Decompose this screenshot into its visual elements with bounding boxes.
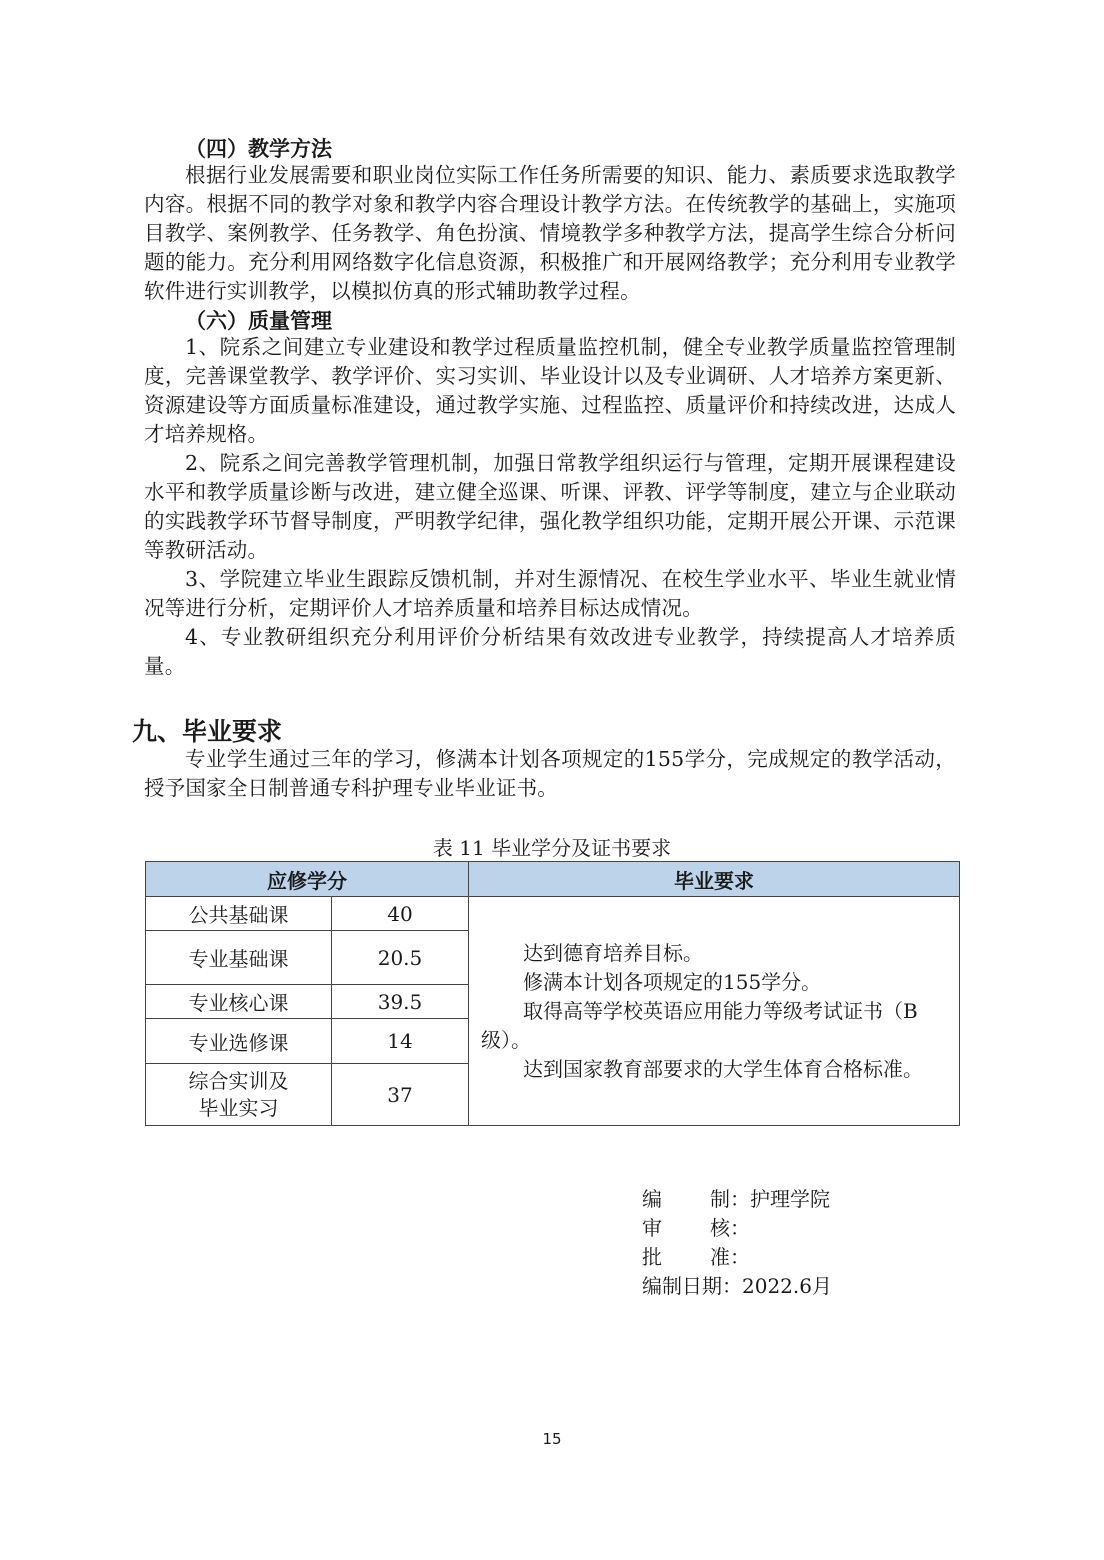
heading-graduation: 九、毕业要求 bbox=[132, 717, 283, 746]
requirement-item: 修满本计划各项规定的155学分。 bbox=[523, 969, 822, 994]
header-credits: 应修学分 bbox=[146, 862, 469, 897]
signoff-label bbox=[642, 1214, 750, 1243]
label-part: 核： bbox=[710, 1216, 750, 1240]
table-row bbox=[146, 897, 960, 931]
signoff-compiled bbox=[642, 1185, 832, 1214]
course-credits: 39.5 bbox=[332, 985, 469, 1019]
quality-item-2: 2、院系之间完善教学管理机制，加强日常教学组织运行与管理，定期开展课程建设水平和教学质量诊断与改进，建立健全巡课、听课、评教、评学等制度，建立与企业联动的实践教学环节督导制度，严明教学纪律，强化教学组织功能，定期开展公开课、示范课等教研活动。 bbox=[144, 451, 956, 562]
signoff-approved bbox=[642, 1243, 832, 1272]
paragraph-teaching-methods: 根据行业发展需要和职业岗位实际工作任务所需要的知识、能力、素质要求选取教学内容。根据不同的教学对象和教学内容合理设计教学方法。在传统教学的基础上，实施项目教学、案例教学、任务教学、角色扮演、情境教学多种教学方法，提高学生综合分析问题的能力。充分利用网络数字化信息资源，积极推广和开展网络教学；充分利用专业教学软件进行实训教学，以模拟仿真的形式辅助教学过程。 bbox=[144, 163, 956, 303]
page-number: 15 bbox=[542, 1430, 562, 1448]
label-part: 制： bbox=[710, 1187, 750, 1211]
signoff-label bbox=[642, 1243, 750, 1272]
course-credits: 14 bbox=[332, 1019, 469, 1064]
credits-table bbox=[145, 861, 960, 1126]
course-credits: 20.5 bbox=[332, 931, 469, 985]
requirement-item: 取得高等学校英语应用能力等级考试证书（B级）。 bbox=[481, 998, 918, 1052]
header-requirements: 毕业要求 bbox=[469, 862, 960, 897]
course-credits: 40 bbox=[332, 897, 469, 931]
course-name: 专业基础课 bbox=[146, 931, 332, 985]
requirement-item: 达到德育培养目标。 bbox=[523, 940, 703, 965]
course-name-line: 毕业实习 bbox=[198, 1095, 279, 1120]
requirements-cell bbox=[469, 897, 960, 1126]
course-name: 专业核心课 bbox=[146, 985, 332, 1019]
signoff-value: 护理学院 bbox=[750, 1187, 830, 1211]
heading-teaching-methods: （四）教学方法 bbox=[185, 137, 332, 161]
signoff-block bbox=[642, 1185, 832, 1301]
course-name-line: 综合实训及 bbox=[188, 1068, 289, 1093]
quality-item-4: 4、专业教研组织充分利用评价分析结果有效改进专业教学，持续提高人才培养质量。 bbox=[144, 625, 956, 678]
label-part: 批 bbox=[642, 1245, 662, 1269]
heading-quality-management: （六）质量管理 bbox=[185, 309, 332, 333]
table-header-row bbox=[146, 862, 960, 897]
signoff-reviewed bbox=[642, 1214, 832, 1243]
requirement-item: 达到国家教育部要求的大学生体育合格标准。 bbox=[523, 1056, 923, 1081]
date-value: 2022.6月 bbox=[742, 1274, 832, 1298]
course-name bbox=[146, 1064, 332, 1126]
label-part: 审 bbox=[642, 1216, 662, 1240]
label-part: 编 bbox=[642, 1187, 662, 1211]
signoff-date bbox=[642, 1272, 832, 1301]
date-label: 编制日期： bbox=[642, 1274, 742, 1298]
quality-item-3: 3、学院建立毕业生跟踪反馈机制，并对生源情况、在校生学业水平、毕业生就业情况等进行分析，定期评价人才培养质量和培养目标达成情况。 bbox=[144, 567, 956, 620]
quality-item-1: 1、院系之间建立专业建设和教学过程质量监控机制，健全专业教学质量监控管理制度，完善课堂教学、教学评价、实习实训、毕业设计以及专业调研、人才培养方案更新、资源建设等方面质量标准建设，通过教学实施、过程监控、质量评价和持续改进，达成人才培养规格。 bbox=[144, 335, 956, 446]
course-name: 专业选修课 bbox=[146, 1019, 332, 1064]
course-name: 公共基础课 bbox=[146, 897, 332, 931]
paragraph-graduation: 专业学生通过三年的学习，修满本计划各项规定的155学分，完成规定的教学活动，授予国家全日制普通专科护理专业毕业证书。 bbox=[144, 747, 956, 800]
table-caption: 表 11 毕业学分及证书要求 bbox=[432, 836, 672, 860]
signoff-label bbox=[642, 1185, 750, 1214]
label-part: 准： bbox=[710, 1245, 750, 1269]
course-credits: 37 bbox=[332, 1064, 469, 1126]
